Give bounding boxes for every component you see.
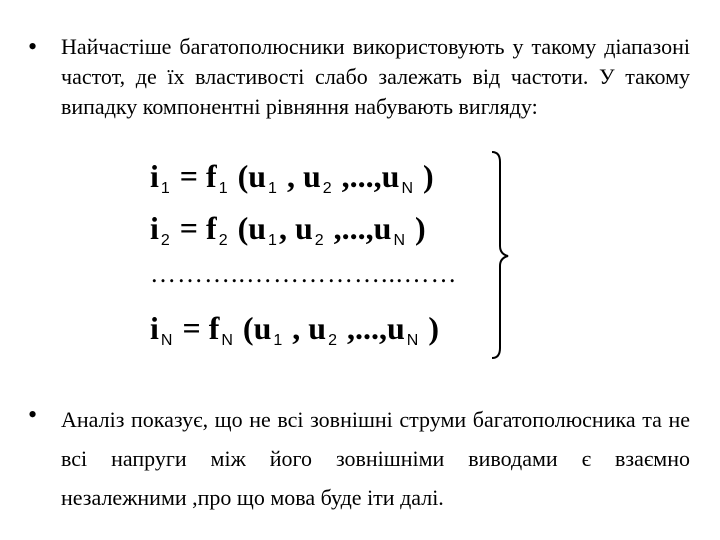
- equation-1: [150, 158, 434, 207]
- eq-symbol: , u: [278, 158, 321, 194]
- eq-symbol: (u: [229, 210, 267, 246]
- eq-symbol: i: [150, 210, 159, 246]
- paragraph-1: Найчастіше багатополюсники використовують у такому діапазоні частот, де їх властивості слабо залежать від частоти. У такому випадку компонентні рівняння набувають вигляду:: [61, 34, 690, 119]
- eq-symbol: = f: [171, 210, 217, 246]
- paragraph-2: Аналіз показує, що не всі зовнішні струми багатополюсника та не всі напруги між його зовнішніми виводами є взаємно незалежними ,про що мова буде іти далі.: [61, 407, 690, 510]
- eq-subscript: N: [401, 180, 414, 197]
- bullet-dot: •: [28, 32, 38, 61]
- equation-system: [150, 150, 520, 360]
- bullet-item-2: [28, 400, 690, 517]
- eq-symbol: ,...,u: [333, 158, 400, 194]
- right-brace-icon: [490, 150, 514, 360]
- equation-ellipsis-row: ………..……………...……: [150, 259, 458, 288]
- eq-subscript: N: [393, 232, 406, 249]
- eq-subscript: N: [406, 332, 419, 349]
- eq-subscript: 1: [160, 180, 170, 197]
- eq-symbol: ,...,u: [325, 210, 392, 246]
- equation-n: [150, 310, 439, 359]
- eq-symbol: ): [415, 158, 434, 194]
- eq-subscript: 2: [322, 180, 332, 197]
- eq-subscript: 2: [218, 232, 228, 249]
- eq-subscript: 2: [160, 232, 170, 249]
- eq-symbol: i: [150, 310, 159, 346]
- eq-symbol: ): [407, 210, 426, 246]
- eq-symbol: (u: [234, 310, 272, 346]
- eq-subscript: 1: [268, 180, 277, 197]
- bullet-item-1: [28, 32, 690, 122]
- eq-subscript: 1: [273, 332, 283, 349]
- eq-symbol: , u: [278, 210, 313, 246]
- eq-subscript: N: [160, 332, 173, 349]
- eq-subscript: 1: [218, 180, 228, 197]
- eq-subscript: 2: [314, 232, 324, 249]
- eq-symbol: i: [150, 158, 159, 194]
- eq-subscript: 2: [328, 332, 337, 349]
- eq-symbol: ,...,u: [338, 310, 405, 346]
- eq-symbol: (u: [229, 158, 267, 194]
- eq-symbol: , u: [284, 310, 327, 346]
- bullet-dot: •: [28, 400, 38, 429]
- eq-symbol: ): [420, 310, 439, 346]
- eq-subscript: 1: [268, 232, 277, 249]
- eq-symbol: = f: [174, 310, 220, 346]
- eq-subscript: N: [221, 332, 233, 349]
- eq-symbol: = f: [171, 158, 217, 194]
- equation-2: [150, 210, 426, 259]
